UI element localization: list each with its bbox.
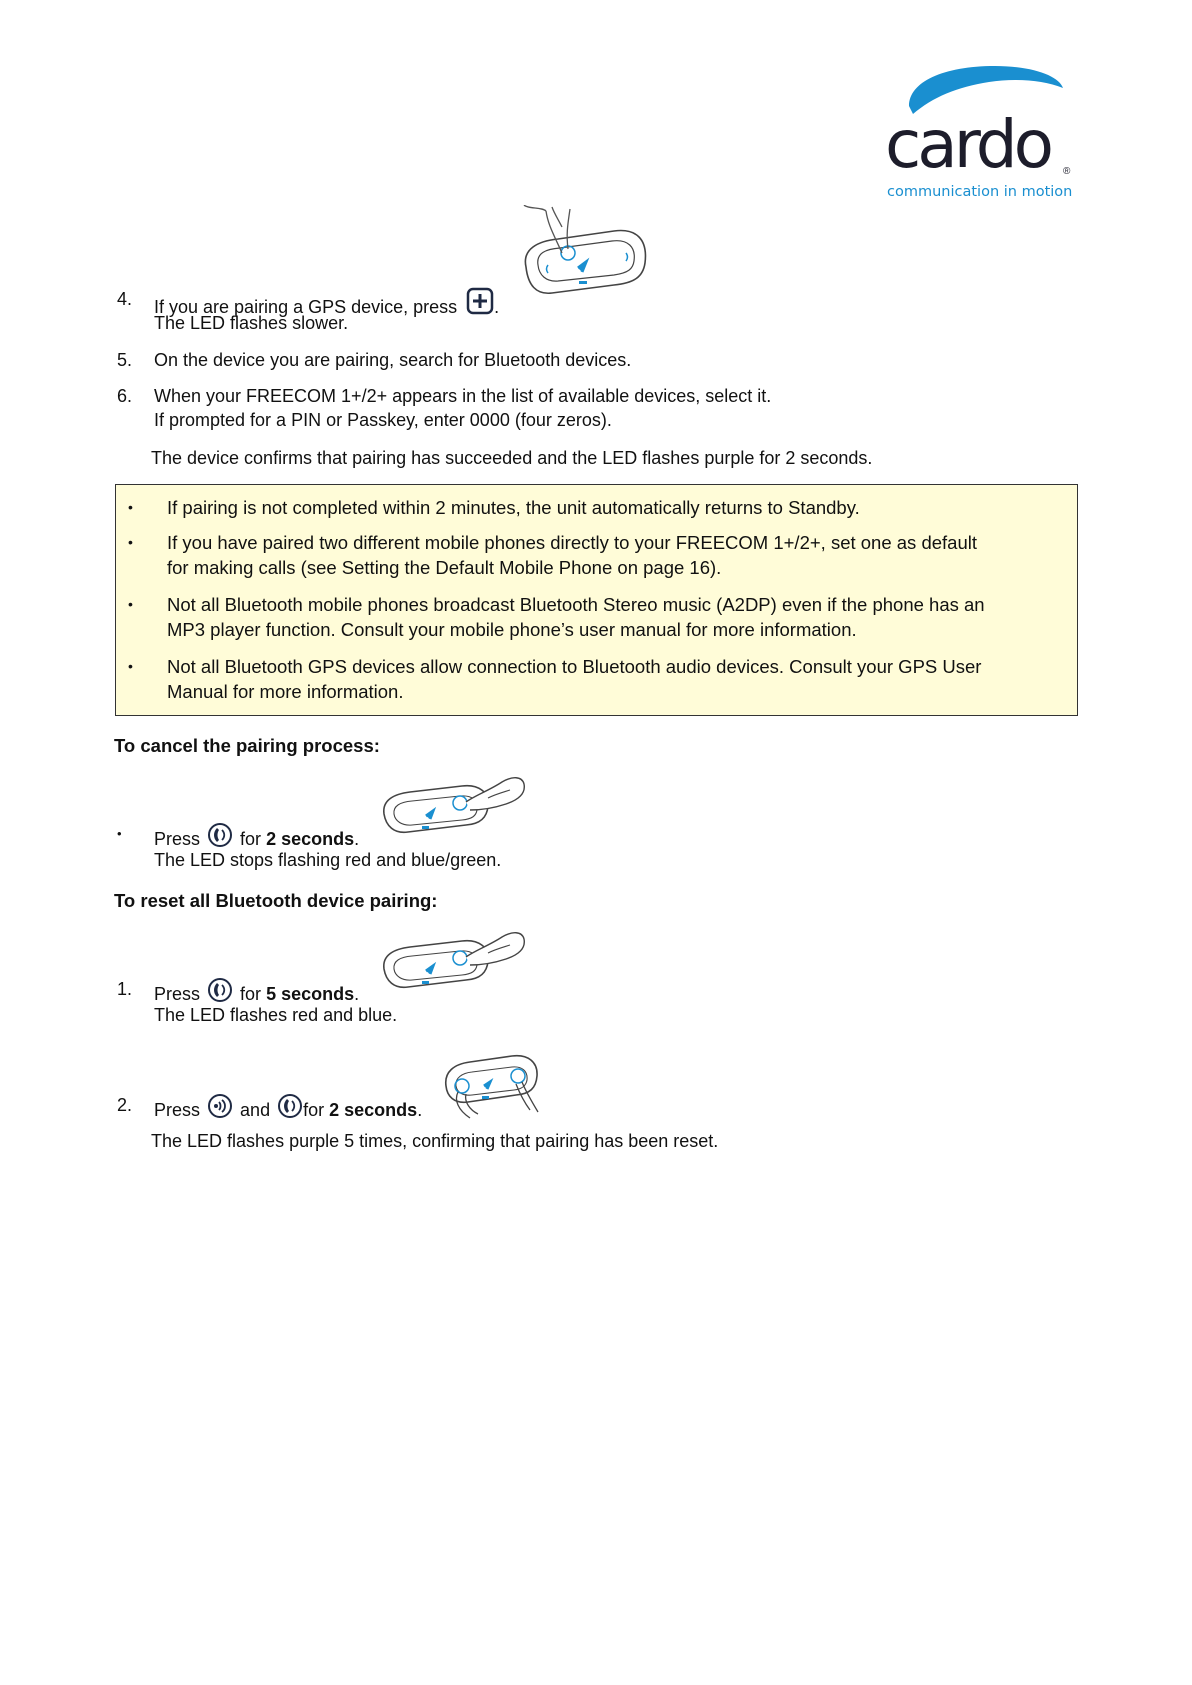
step-number: 6. [117,386,133,406]
step-4-text: If you are pairing a GPS device, press [154,297,458,317]
note-bullet: • [128,499,133,515]
step-5-text: On the device you are pairing, search for Bluetooth devices. [154,350,632,370]
cancel-heading: To cancel the pairing process: [114,735,380,756]
freecom-device-illustration [518,205,653,310]
step-6-line2: If prompted for a PIN or Passkey, enter 0000 (four zeros). [154,410,612,430]
phone-button-icon [207,977,233,1003]
logo-tagline: communication in motion [887,184,1073,200]
reset-step-1-result: The LED flashes red and blue. [154,1005,398,1025]
step-6-line1: When your FREECOM 1+/2+ appears in the list of available devices, select it. [154,386,772,406]
phone-button-icon [207,822,233,848]
reset-step-1-line1 [154,977,359,1006]
period: . [417,1100,423,1120]
intercom-button-icon [207,1093,233,1119]
step-number: 5. [117,350,133,370]
cancel-result: The LED stops flashing red and blue/green. [154,850,502,870]
note-2-line1: If you have paired two different mobile phones directly to your FREECOM 1+/2+, set one as default [167,532,977,553]
note-1-line1: If pairing is not completed within 2 minutes, the unit automatically returns to Standby. [167,497,860,518]
phone-button-icon [277,1093,303,1119]
freecom-device-illustration [440,1040,545,1122]
reset-step-2-line1 [154,1093,422,1122]
for-label: for [240,829,262,849]
step-4-period: . [494,297,500,317]
note-bullet: • [128,596,133,612]
note-4-line2: Manual for more information. [167,681,404,702]
and-label: and [240,1100,271,1120]
note-2-line2: for making calls (see Setting the Default Mobile Phone on page 16). [167,557,722,578]
for-label: for [240,984,262,1004]
step-number: 2. [117,1095,133,1115]
duration-label: 2 seconds [329,1100,418,1120]
cancel-line1 [154,822,359,851]
step-4-line2: The LED flashes slower. [154,313,349,333]
press-label: Press [154,829,201,849]
note-bullet: • [128,534,133,550]
press-label: Press [154,984,201,1004]
for-label: for [303,1100,325,1120]
logo-registered-mark: ® [1063,166,1071,177]
plus-button-icon [466,287,494,315]
duration-label: 5 seconds [266,984,355,1004]
step-number: 1. [117,979,133,999]
freecom-device-illustration [378,772,528,844]
duration-label: 2 seconds [266,829,355,849]
period: . [354,829,360,849]
confirm-text: The device confirms that pairing has succeeded and the LED flashes purple for 2 seconds. [151,448,873,468]
note-bullet: • [128,658,133,674]
reset-heading: To reset all Bluetooth device pairing: [114,890,438,911]
note-3-line1: Not all Bluetooth mobile phones broadcast Bluetooth Stereo music (A2DP) even if the phone has an [167,594,985,615]
note-3-line2: MP3 player function. Consult your mobile phone’s user manual for more information. [167,619,857,640]
step-number: 4. [117,289,133,309]
note-4-line1: Not all Bluetooth GPS devices allow connection to Bluetooth audio devices. Consult your GPS User [167,656,982,677]
press-label: Press [154,1100,201,1120]
reset-final-text: The LED flashes purple 5 times, confirming that pairing has been reset. [151,1131,719,1151]
cardo-logo [885,62,1075,202]
cancel-bullet: • [117,826,122,841]
note-box [115,484,1078,716]
logo-wordmark: cardo [885,106,1050,183]
period: . [354,984,360,1004]
freecom-device-illustration [378,927,528,999]
